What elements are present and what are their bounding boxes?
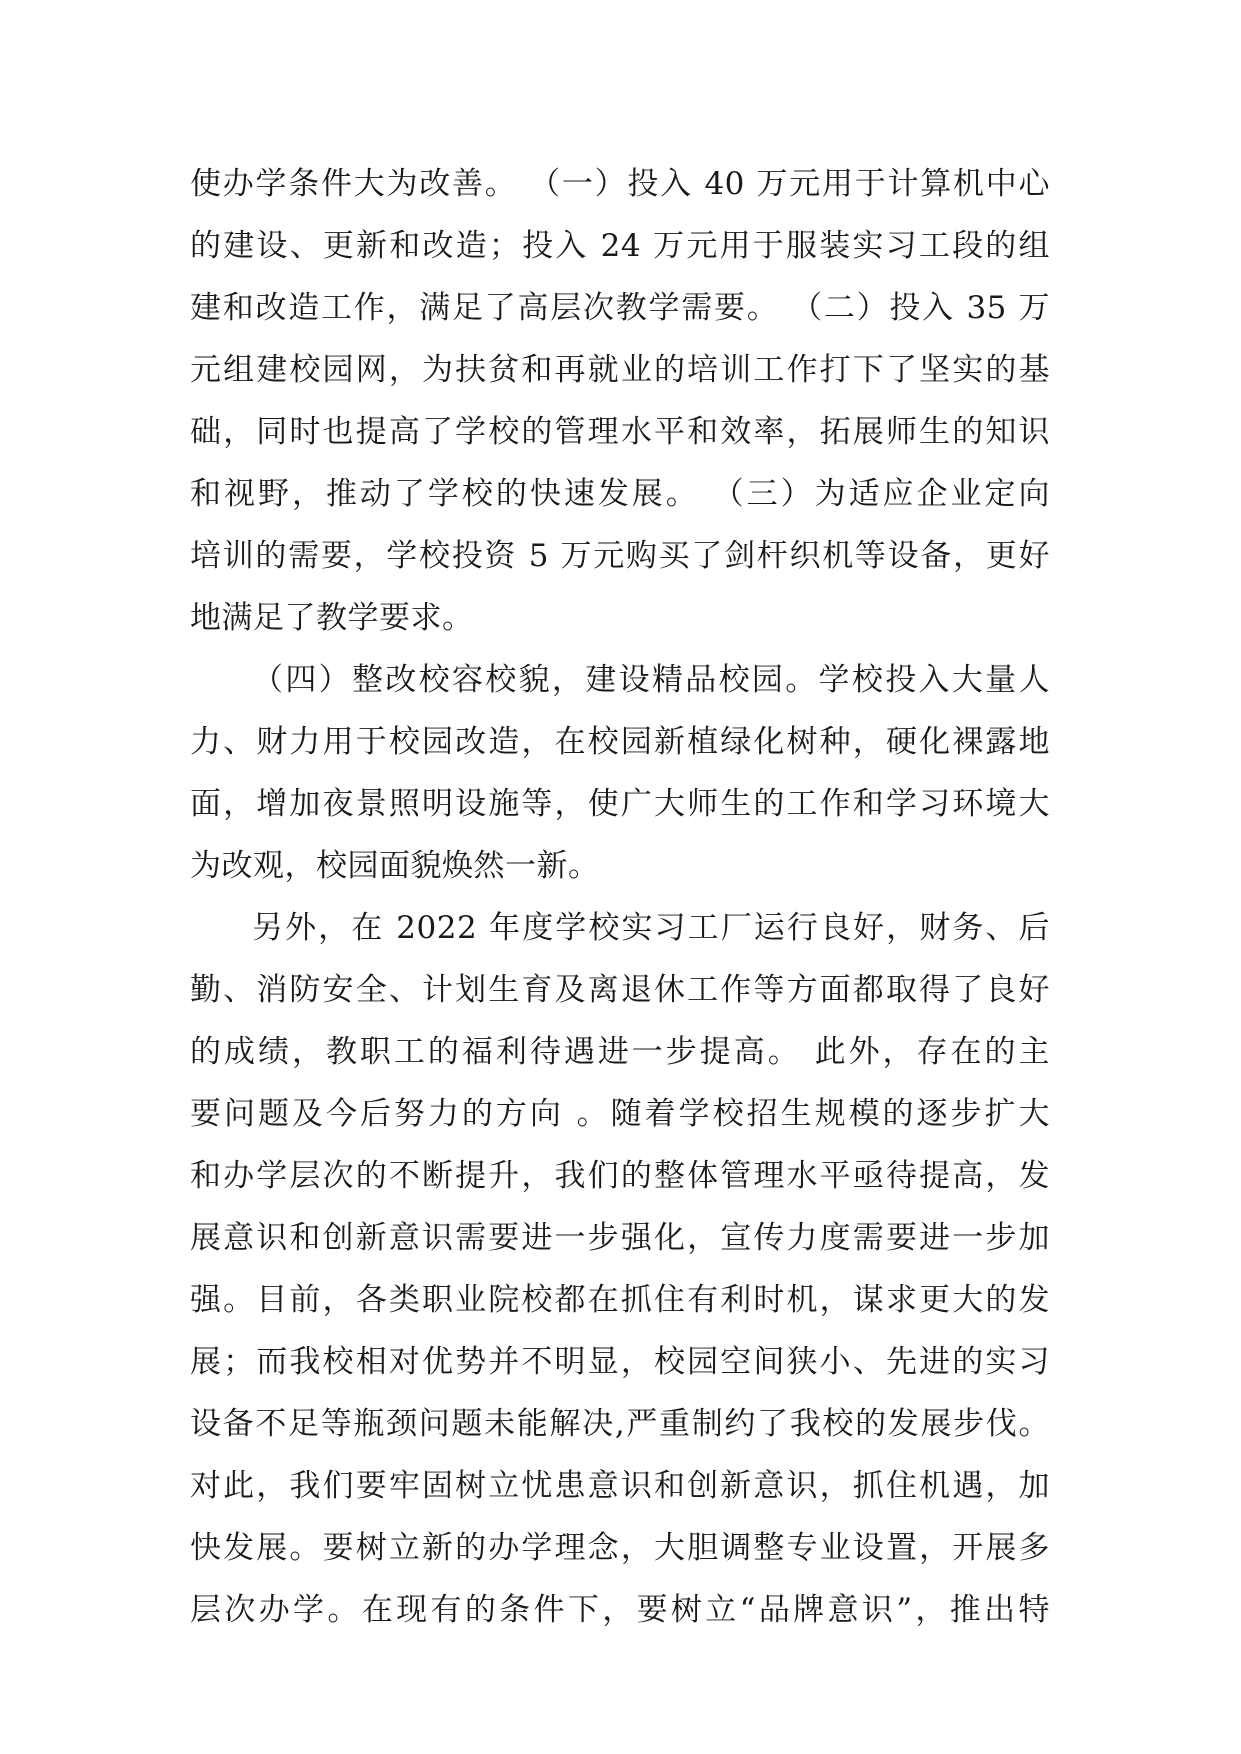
document-body: [190, 153, 1050, 1641]
text-line: 层次办学。在现有的条件下，要树立“品牌意识”，推出特: [190, 1592, 1050, 1628]
text-line: 为改观，校园面貌焕然一新。: [190, 848, 600, 884]
text-line: 另外，在 2022 年度学校实习工厂运行良好，财务、后: [252, 910, 1050, 946]
text-line: 元组建校园网，为扶贫和再就业的培训工作打下了坚实的基: [190, 352, 1050, 388]
text-line: 展意识和创新意识需要进一步强化，宣传力度需要进一步加: [190, 1220, 1050, 1256]
text-line: 设备不足等瓶颈问题未能解决,严重制约了我校的发展步伐。: [190, 1406, 1050, 1442]
text-line: 力、财力用于校园改造，在校园新植绿化树种，硬化裸露地: [190, 724, 1050, 760]
text-line: 地满足了教学要求。: [190, 600, 474, 636]
text-line: 和视野，推动了学校的快速发展。 （三）为适应企业定向: [190, 476, 1050, 512]
text-line: 础，同时也提高了学校的管理水平和效率，拓展师生的知识: [190, 414, 1050, 450]
text-line: 快发展。要树立新的办学理念，大胆调整专业设置，开展多: [190, 1530, 1050, 1566]
text-line: 和办学层次的不断提升，我们的整体管理水平亟待提高，发: [190, 1158, 1050, 1194]
text-line: 强。目前，各类职业院校都在抓住有利时机，谋求更大的发: [190, 1282, 1050, 1318]
text-line: 的成绩，教职工的福利待遇进一步提高。 此外，存在的主: [190, 1034, 1050, 1070]
text-line: 使办学条件大为改善。 （一）投入 40 万元用于计算机中心: [190, 166, 1050, 202]
text-line: （四）整改校容校貌，建设精品校园。学校投入大量人: [252, 662, 1050, 698]
text-line: 面，增加夜景照明设施等，使广大师生的工作和学习环境大: [190, 786, 1050, 822]
text-line: 建和改造工作，满足了高层次教学需要。 （二）投入 35 万: [190, 290, 1050, 326]
text-line: 要问题及今后努力的方向 。随着学校招生规模的逐步扩大: [190, 1096, 1050, 1132]
text-line: 的建设、更新和改造；投入 24 万元用于服装实习工段的组: [190, 228, 1050, 264]
text-line: 展；而我校相对优势并不明显，校园空间狭小、先进的实习: [190, 1344, 1050, 1380]
text-line: 培训的需要，学校投资 5 万元购买了剑杆织机等设备，更好: [190, 538, 1050, 574]
text-line: 对此，我们要牢固树立忧患意识和创新意识，抓住机遇，加: [190, 1468, 1050, 1504]
text-line: 勤、消防安全、计划生育及离退休工作等方面都取得了良好: [190, 972, 1050, 1008]
